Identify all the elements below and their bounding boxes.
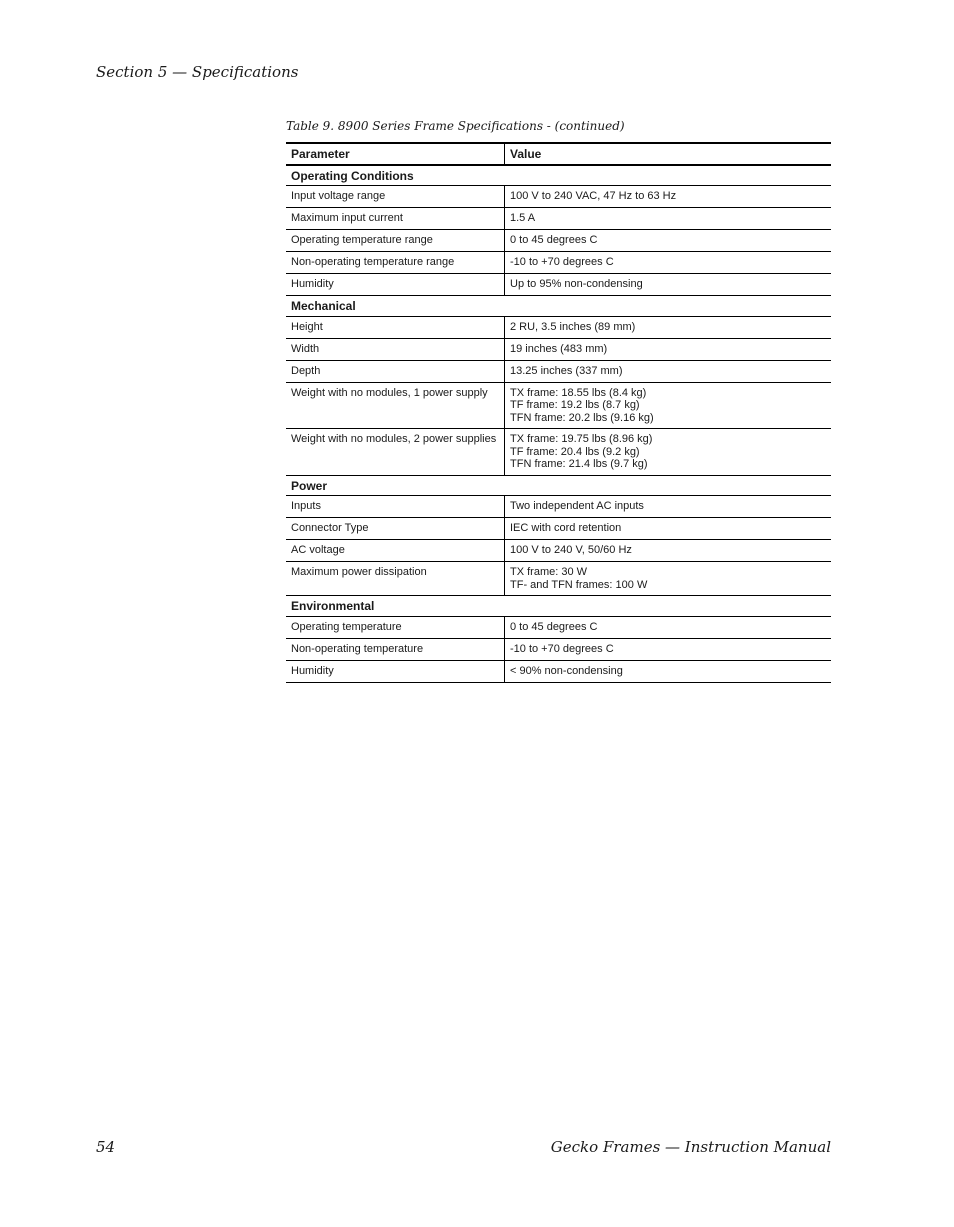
parameter-cell: Operating temperature range — [286, 230, 505, 252]
parameter-cell: Inputs — [286, 496, 505, 518]
table-row — [286, 429, 831, 476]
value-cell: -10 to +70 degrees C — [505, 638, 832, 660]
section-title: Operating Conditions — [286, 165, 831, 186]
section-title: Power — [286, 475, 831, 496]
table-caption: Table 9. 8900 Series Frame Specifications - (continued) — [286, 119, 625, 133]
value-cell: 0 to 45 degrees C — [505, 230, 832, 252]
column-header-value: Value — [505, 143, 832, 165]
table-row — [286, 230, 831, 252]
value-cell: 0 to 45 degrees C — [505, 616, 832, 638]
table-row — [286, 616, 831, 638]
table-row — [286, 360, 831, 382]
value-cell: TX frame: 30 W TF- and TFN frames: 100 W — [505, 562, 832, 596]
section-row — [286, 475, 831, 496]
parameter-cell: Operating temperature — [286, 616, 505, 638]
parameter-cell: Humidity — [286, 660, 505, 682]
table-body — [286, 165, 831, 683]
manual-title: Gecko Frames — Instruction Manual — [550, 1138, 831, 1156]
section-header: Section 5 — Specifications — [96, 63, 299, 81]
table-row — [286, 252, 831, 274]
table-row — [286, 274, 831, 296]
value-cell: TX frame: 19.75 lbs (8.96 kg) TF frame: 20.4 lbs (9.2 kg) TFN frame: 21.4 lbs (9.7 kg) — [505, 429, 832, 476]
table-row — [286, 638, 831, 660]
table-row — [286, 382, 831, 429]
parameter-cell: Input voltage range — [286, 186, 505, 208]
parameter-cell: Non-operating temperature — [286, 638, 505, 660]
table-row — [286, 496, 831, 518]
parameter-cell: Non-operating temperature range — [286, 252, 505, 274]
table-row — [286, 540, 831, 562]
parameter-cell: AC voltage — [286, 540, 505, 562]
table-row — [286, 208, 831, 230]
value-cell: 13.25 inches (337 mm) — [505, 360, 832, 382]
value-cell: Up to 95% non-condensing — [505, 274, 832, 296]
specifications-table — [286, 142, 831, 683]
value-cell: IEC with cord retention — [505, 518, 832, 540]
table-row — [286, 186, 831, 208]
parameter-cell: Width — [286, 338, 505, 360]
section-title: Mechanical — [286, 296, 831, 317]
value-cell: -10 to +70 degrees C — [505, 252, 832, 274]
section-row — [286, 596, 831, 617]
parameter-cell: Depth — [286, 360, 505, 382]
value-cell: < 90% non-condensing — [505, 660, 832, 682]
table-row — [286, 316, 831, 338]
table-header-row — [286, 143, 831, 165]
value-cell: 2 RU, 3.5 inches (89 mm) — [505, 316, 832, 338]
parameter-cell: Weight with no modules, 1 power supply — [286, 382, 505, 429]
value-cell: TX frame: 18.55 lbs (8.4 kg) TF frame: 19.2 lbs (8.7 kg) TFN frame: 20.2 lbs (9.16 kg) — [505, 382, 832, 429]
page-number: 54 — [96, 1138, 116, 1156]
table-row — [286, 518, 831, 540]
parameter-cell: Weight with no modules, 2 power supplies — [286, 429, 505, 476]
value-cell: 19 inches (483 mm) — [505, 338, 832, 360]
value-cell: Two independent AC inputs — [505, 496, 832, 518]
table-row — [286, 562, 831, 596]
table-row — [286, 660, 831, 682]
table-row — [286, 338, 831, 360]
value-cell: 100 V to 240 VAC, 47 Hz to 63 Hz — [505, 186, 832, 208]
section-row — [286, 165, 831, 186]
parameter-cell: Connector Type — [286, 518, 505, 540]
value-cell: 100 V to 240 V, 50/60 Hz — [505, 540, 832, 562]
section-title: Environmental — [286, 596, 831, 617]
value-cell: 1.5 A — [505, 208, 832, 230]
parameter-cell: Maximum input current — [286, 208, 505, 230]
parameter-cell: Humidity — [286, 274, 505, 296]
section-row — [286, 296, 831, 317]
column-header-parameter: Parameter — [286, 143, 505, 165]
parameter-cell: Maximum power dissipation — [286, 562, 505, 596]
parameter-cell: Height — [286, 316, 505, 338]
